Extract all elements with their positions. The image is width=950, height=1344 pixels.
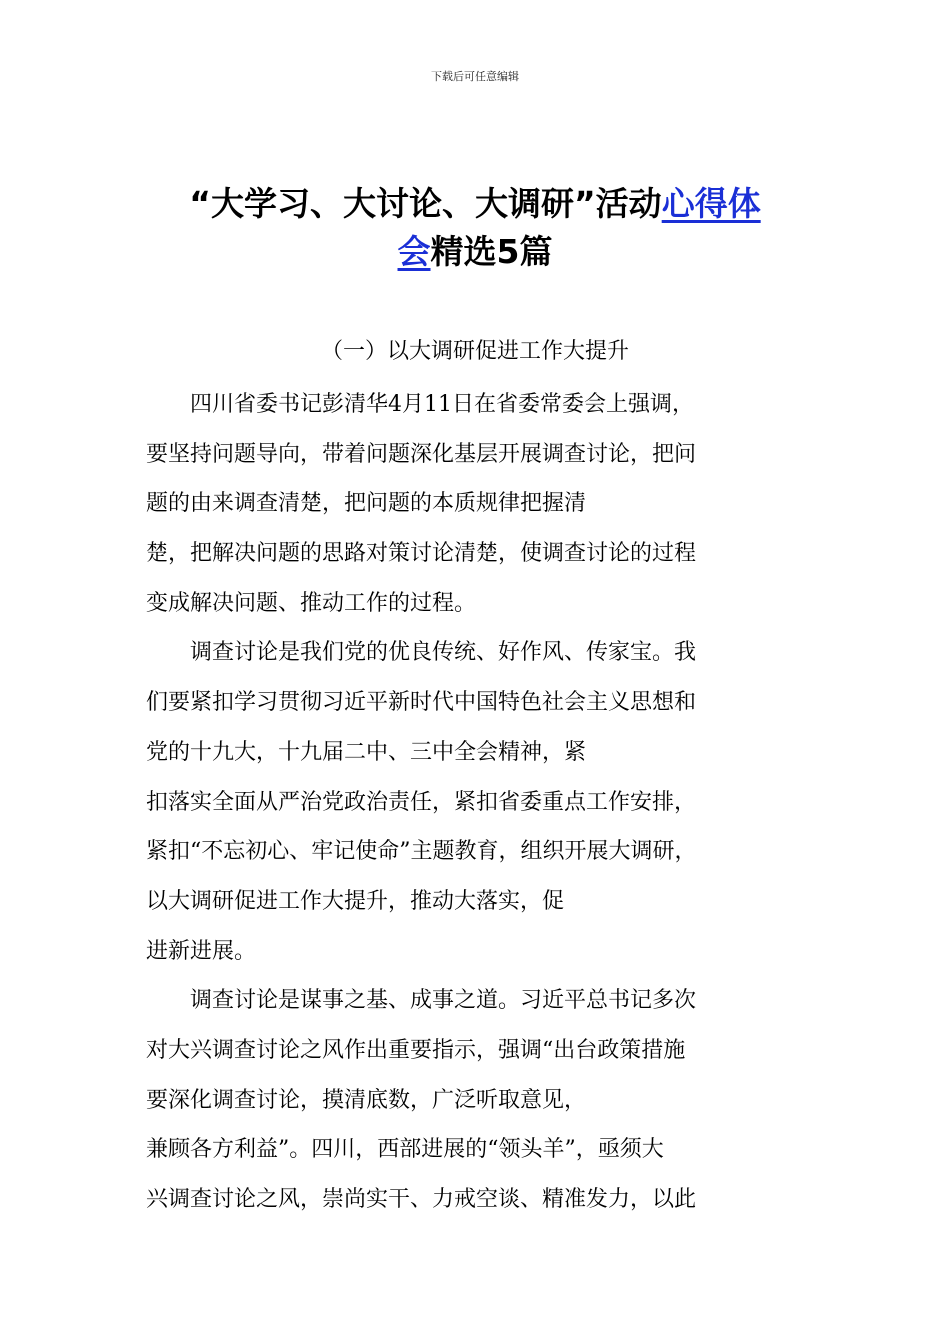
paragraph-line: 楚，把解决问题的思路对策讨论清楚，使调查讨论的过程 [146, 541, 697, 567]
body-text [146, 380, 806, 1225]
paragraph-line: 兴调查讨论之风，崇尚实干、力戒空谈、精准发力，以此 [146, 1187, 697, 1212]
paragraph-line: 以大调研促进工作大提升，推动大落实，促 [146, 888, 565, 914]
title-text-2: 精选5篇 [430, 232, 553, 271]
paragraph-line: 调查讨论是我们党的优良传统、好作风、传家宝。我 [190, 640, 697, 666]
header-note: 下载后可任意编辑 [431, 70, 519, 83]
paragraph-line: 对大兴调查讨论之风作出重要指示，强调“出台政策措施 [146, 1037, 686, 1063]
title-link-text-2: 会 [397, 232, 431, 271]
paragraph-line: 要坚持问题导向，带着问题深化基层开展调查讨论，把问 [146, 441, 697, 467]
paragraph-line: 们要紧扣学习贯彻习近平新时代中国特色社会主义思想和 [146, 690, 697, 716]
paragraph-line: 题的由来调查清楚，把问题的本质规律把握清 [146, 491, 587, 517]
paragraph-line: 党的十九大，十九届二中、三中全会精神，紧 [146, 739, 587, 765]
document-title [140, 180, 810, 276]
paragraph-line: 紧扣“不忘初心、牢记使命”主题教育，组织开展大调研， [146, 839, 697, 865]
paragraph-line: 四川省委书记彭清华4月11日在省委常委会上强调， [190, 392, 694, 417]
title-link-text-1: 心得体 [661, 184, 761, 223]
paragraph-line: 要深化调查讨论，摸清底数，广泛听取意见， [146, 1087, 587, 1113]
paragraph-line: 兼顾各方利益”。四川，西部进展的“领头羊”，亟须大 [146, 1137, 664, 1163]
paragraph-line: 进新进展。 [146, 938, 257, 964]
paragraph-line: 扣落实全面从严治党政治责任，紧扣省委重点工作安排， [146, 789, 697, 815]
paragraph-line: 变成解决问题、推动工作的过程。 [146, 590, 477, 616]
paragraph-line: 调查讨论是谋事之基、成事之道。习近平总书记多次 [190, 988, 697, 1014]
title-text: “大学习、大讨论、大调研”活动 [189, 184, 662, 223]
section-heading: （一）以大调研促进工作大提升 [320, 339, 629, 364]
